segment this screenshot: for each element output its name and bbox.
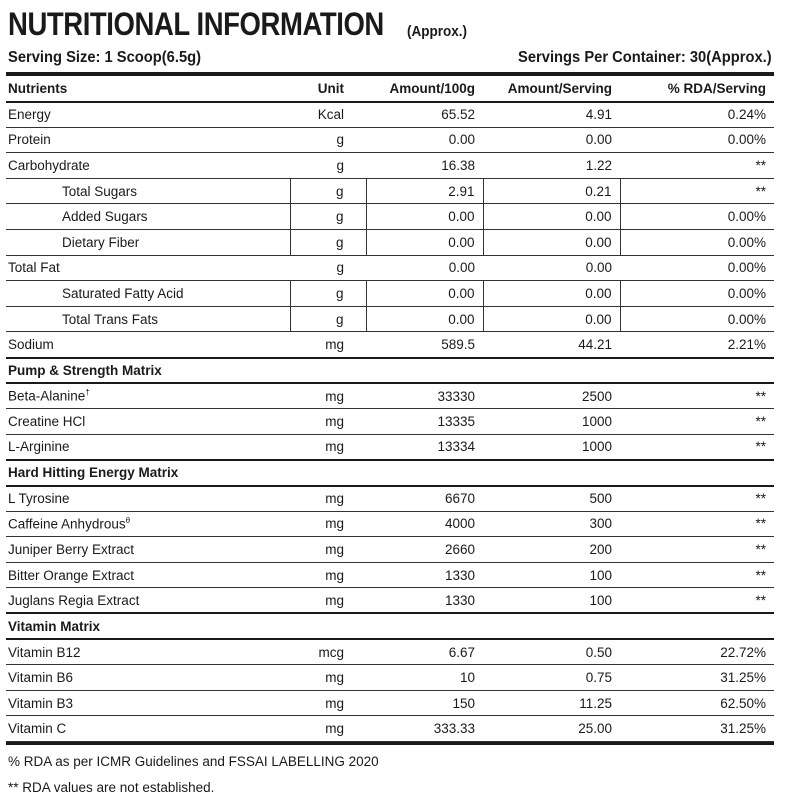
table-row [6,537,774,563]
rda-per-serving: 0.00% [620,255,774,281]
amount-per-serving: 0.50 [483,639,620,665]
nutrient-label: Dietary Fiber [62,234,140,250]
section-header-row [6,460,774,486]
nutrient-unit: g [290,281,366,307]
nutrient-label: Beta-Alanine [8,388,86,404]
section-header-row [6,613,774,639]
nutrient-name [6,383,290,409]
amount-per-serving: 0.00 [483,127,620,153]
amount-per-serving: 1000 [483,409,620,435]
nutrient-label: L-Arginine [8,439,70,455]
amount-per-100g: 2.91 [366,178,483,204]
amount-per-100g: 589.5 [366,332,483,358]
amount-per-serving: 100 [483,588,620,614]
amount-per-100g: 0.00 [366,204,483,230]
rda-per-serving: 0.00% [620,127,774,153]
servings-per-container: Servings Per Container: 30(Approx.) [518,49,772,66]
rda-per-serving: 0.00% [620,204,774,230]
section-header-row [6,358,774,384]
nutrient-name [6,178,290,204]
nutrient-unit: mg [290,716,366,742]
amount-per-serving: 200 [483,537,620,563]
nutrient-name [6,690,290,716]
nutrient-unit: Kcal [290,102,366,128]
nutrient-label: Vitamin B3 [8,695,74,711]
rda-per-serving: 0.24% [620,102,774,128]
header-amount-serving: Amount/Serving [483,76,620,102]
nutrient-name [6,639,290,665]
nutrient-unit: mg [290,409,366,435]
rda-per-serving: ** [620,409,774,435]
nutrient-label: Vitamin B6 [8,669,74,685]
nutrient-name [6,127,290,153]
nutrient-unit: mg [290,486,366,512]
amount-per-serving: 300 [483,511,620,537]
nutrient-label: Juniper Berry Extract [8,541,135,557]
nutrient-unit: g [290,127,366,153]
amount-per-serving: 100 [483,562,620,588]
table-row [6,102,774,128]
rda-per-serving: ** [620,178,774,204]
amount-per-serving: 0.00 [483,204,620,230]
amount-per-100g: 1330 [366,588,483,614]
table-row [6,434,774,460]
table-row [6,255,774,281]
table-row [6,230,774,256]
table-row [6,383,774,409]
amount-per-serving: 2500 [483,383,620,409]
nutrient-unit: g [290,204,366,230]
title-approx: (Approx.) [407,23,468,40]
amount-per-100g: 0.00 [366,255,483,281]
nutrient-name [6,332,290,358]
section-title: Pump & Strength Matrix [6,358,774,384]
amount-per-serving: 11.25 [483,690,620,716]
nutrient-name [6,434,290,460]
table-row [6,511,774,537]
title-row [6,0,774,44]
nutrient-name [6,230,290,256]
amount-per-100g: 0.00 [366,127,483,153]
amount-per-serving: 4.91 [483,102,620,128]
amount-per-serving: 0.00 [483,281,620,307]
header-nutrients: Nutrients [6,76,290,102]
serving-row [6,44,774,76]
table-row [6,127,774,153]
nutrient-label: Creatine HCl [8,414,86,430]
table-row [6,562,774,588]
page-title: NUTRITIONAL INFORMATION [8,6,384,42]
amount-per-100g: 65.52 [366,102,483,128]
amount-per-100g: 4000 [366,511,483,537]
table-body [6,102,774,742]
nutrient-unit: mg [290,511,366,537]
nutrient-unit: mg [290,562,366,588]
nutrient-label: Saturated Fatty Acid [62,286,184,302]
section-title: Vitamin Matrix [6,613,774,639]
amount-per-100g: 333.33 [366,716,483,742]
footnote-rda-not-established: ** RDA values are not established. [8,779,215,795]
amount-per-serving: 1.22 [483,153,620,179]
nutrient-unit: mg [290,588,366,614]
amount-per-serving: 44.21 [483,332,620,358]
nutrient-unit: mcg [290,639,366,665]
amount-per-100g: 0.00 [366,281,483,307]
nutrient-unit: mg [290,434,366,460]
nutrient-name [6,281,290,307]
footnotes [6,742,774,801]
nutrient-unit: g [290,178,366,204]
amount-per-100g: 2660 [366,537,483,563]
table-row [6,690,774,716]
nutrient-label: Total Fat [8,260,60,276]
serving-size: Serving Size: 1 Scoop(6.5g) [8,49,202,66]
amount-per-100g: 16.38 [366,153,483,179]
amount-per-100g: 6.67 [366,639,483,665]
footnote-mark: † [85,388,90,398]
table-row [6,332,774,358]
rda-per-serving: 31.25% [620,665,774,691]
nutrient-unit: mg [290,665,366,691]
nutrient-label: Vitamin C [8,721,67,737]
nutrient-label: Protein [8,132,51,148]
rda-per-serving: ** [620,153,774,179]
rda-per-serving: ** [620,511,774,537]
nutrient-label: Energy [8,107,51,123]
nutrient-name [6,204,290,230]
nutrient-name [6,537,290,563]
table-row [6,486,774,512]
nutrient-name [6,306,290,332]
amount-per-serving: 0.00 [483,306,620,332]
nutrition-table [6,76,774,742]
nutrient-label: L Tyrosine [8,491,70,507]
nutrient-name [6,665,290,691]
nutrient-unit: g [290,153,366,179]
nutrient-label: Added Sugars [62,209,148,225]
nutrient-label: Vitamin B12 [8,644,81,660]
nutrient-unit: g [290,255,366,281]
header-unit: Unit [290,76,366,102]
nutrient-unit: mg [290,690,366,716]
amount-per-serving: 500 [483,486,620,512]
rda-per-serving: 62.50% [620,690,774,716]
nutrient-name [6,588,290,614]
amount-per-serving: 1000 [483,434,620,460]
nutrient-label: Total Sugars [62,183,138,199]
table-row [6,665,774,691]
amount-per-100g: 6670 [366,486,483,512]
nutrient-label: Bitter Orange Extract [8,567,135,583]
nutrient-unit: g [290,306,366,332]
amount-per-100g: 1330 [366,562,483,588]
amount-per-100g: 0.00 [366,230,483,256]
amount-per-serving: 0.75 [483,665,620,691]
section-title: Hard Hitting Energy Matrix [6,460,774,486]
amount-per-100g: 33330 [366,383,483,409]
header-amount-100g: Amount/100g [366,76,483,102]
amount-per-100g: 150 [366,690,483,716]
amount-per-serving: 25.00 [483,716,620,742]
nutrient-name [6,486,290,512]
amount-per-serving: 0.21 [483,178,620,204]
table-row [6,153,774,179]
table-row [6,306,774,332]
nutrient-name [6,511,290,537]
footnote-mark: θ [125,516,131,526]
rda-per-serving: ** [620,486,774,512]
nutrient-name [6,409,290,435]
nutrient-label: Carbohydrate [8,158,90,174]
nutrient-unit: mg [290,537,366,563]
amount-per-serving: 0.00 [483,230,620,256]
nutrient-label: Sodium [8,336,54,352]
table-row [6,409,774,435]
rda-per-serving: ** [620,588,774,614]
rda-per-serving: ** [620,383,774,409]
rda-per-serving: ** [620,562,774,588]
table-row [6,204,774,230]
table-row [6,588,774,614]
nutrient-unit: mg [290,332,366,358]
header-rda-serving: % RDA/Serving [620,76,774,102]
table-row [6,716,774,742]
nutrient-name [6,716,290,742]
table-row [6,281,774,307]
rda-per-serving: ** [620,537,774,563]
nutrient-name [6,562,290,588]
rda-per-serving: 0.00% [620,281,774,307]
rda-per-serving: 2.21% [620,332,774,358]
amount-per-100g: 0.00 [366,306,483,332]
rda-per-serving: 31.25% [620,716,774,742]
nutrient-label: Juglans Regia Extract [8,592,140,608]
table-row [6,178,774,204]
nutrient-name [6,153,290,179]
nutrient-name [6,255,290,281]
table-header-row [6,76,774,102]
footnote-rda-source: % RDA as per ICMR Guidelines and FSSAI LABELLING 2020 [8,753,379,769]
nutrient-unit: mg [290,383,366,409]
amount-per-100g: 13334 [366,434,483,460]
nutrient-label: Caffeine Anhydrous [8,516,126,532]
rda-per-serving: 0.00% [620,306,774,332]
nutrient-label: Total Trans Fats [62,311,159,327]
rda-per-serving: ** [620,434,774,460]
amount-per-100g: 10 [366,665,483,691]
nutrient-unit: g [290,230,366,256]
rda-per-serving: 22.72% [620,639,774,665]
amount-per-100g: 13335 [366,409,483,435]
nutrient-name [6,102,290,128]
table-row [6,639,774,665]
rda-per-serving: 0.00% [620,230,774,256]
amount-per-serving: 0.00 [483,255,620,281]
